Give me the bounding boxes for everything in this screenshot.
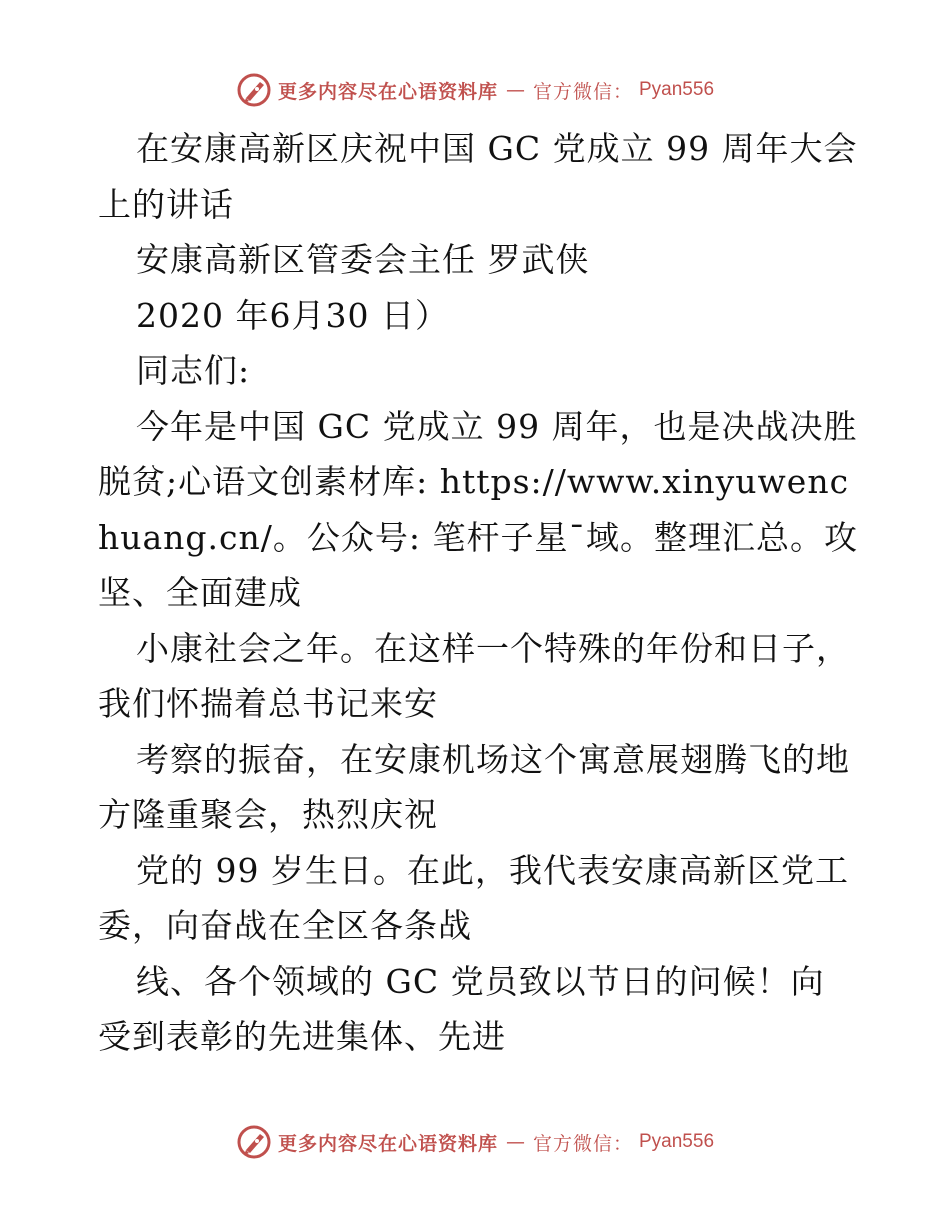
banner-main-text: 更多内容尽在心语资料库 [277,80,498,103]
speech-title: 在安康高新区庆祝中国 GC 党成立 99 周年大会上的讲话 [98,129,858,224]
body-paragraph: 考察的振奋，在安康机场这个寓意展翅腾飞的地方隆重聚会，热烈庆祝 [98,739,850,834]
banner-wechat-label: 官方微信： [532,80,633,103]
body-paragraph: 线、各个领域的 GC 党员致以节日的问候！向受到表彰的先进集体、先进 [98,961,825,1056]
body-paragraph: 党的 99 岁生日。在此，我代表安康高新区党工委，向奋战在全区各条战 [98,850,849,945]
date-line: 2020 年6月30 日） [136,295,449,335]
banner-main-text: 更多内容尽在心语资料库 [277,1132,498,1155]
header-banner [0,70,950,110]
document-body [98,121,858,1065]
banner-wechat-id: Pyan556 [639,1131,715,1152]
banner-wechat-id: Pyan556 [639,79,715,100]
body-paragraph: 今年是中国 GC 党成立 99 周年，也是决战决胜脱贫;心语文创素材库: https://www.xinyuwenchuang.cn/。公众号: 笔杆子星¯域。整理汇总。攻坚、全面建成 [98,406,859,612]
banner-dash: — [505,79,525,101]
pen-logo-icon [236,1124,272,1160]
pen-logo-icon [236,72,272,108]
body-paragraph: 小康社会之年。在这样一个特殊的年份和日子，我们怀揣着总书记来安 [98,628,850,723]
banner-wechat-label: 官方微信： [532,1132,633,1155]
speaker-line: 安康高新区管委会主任 罗武侠 [136,240,590,279]
salutation: 同志们: [136,351,251,390]
footer-banner [0,1122,950,1162]
banner-dash: — [505,1131,525,1153]
